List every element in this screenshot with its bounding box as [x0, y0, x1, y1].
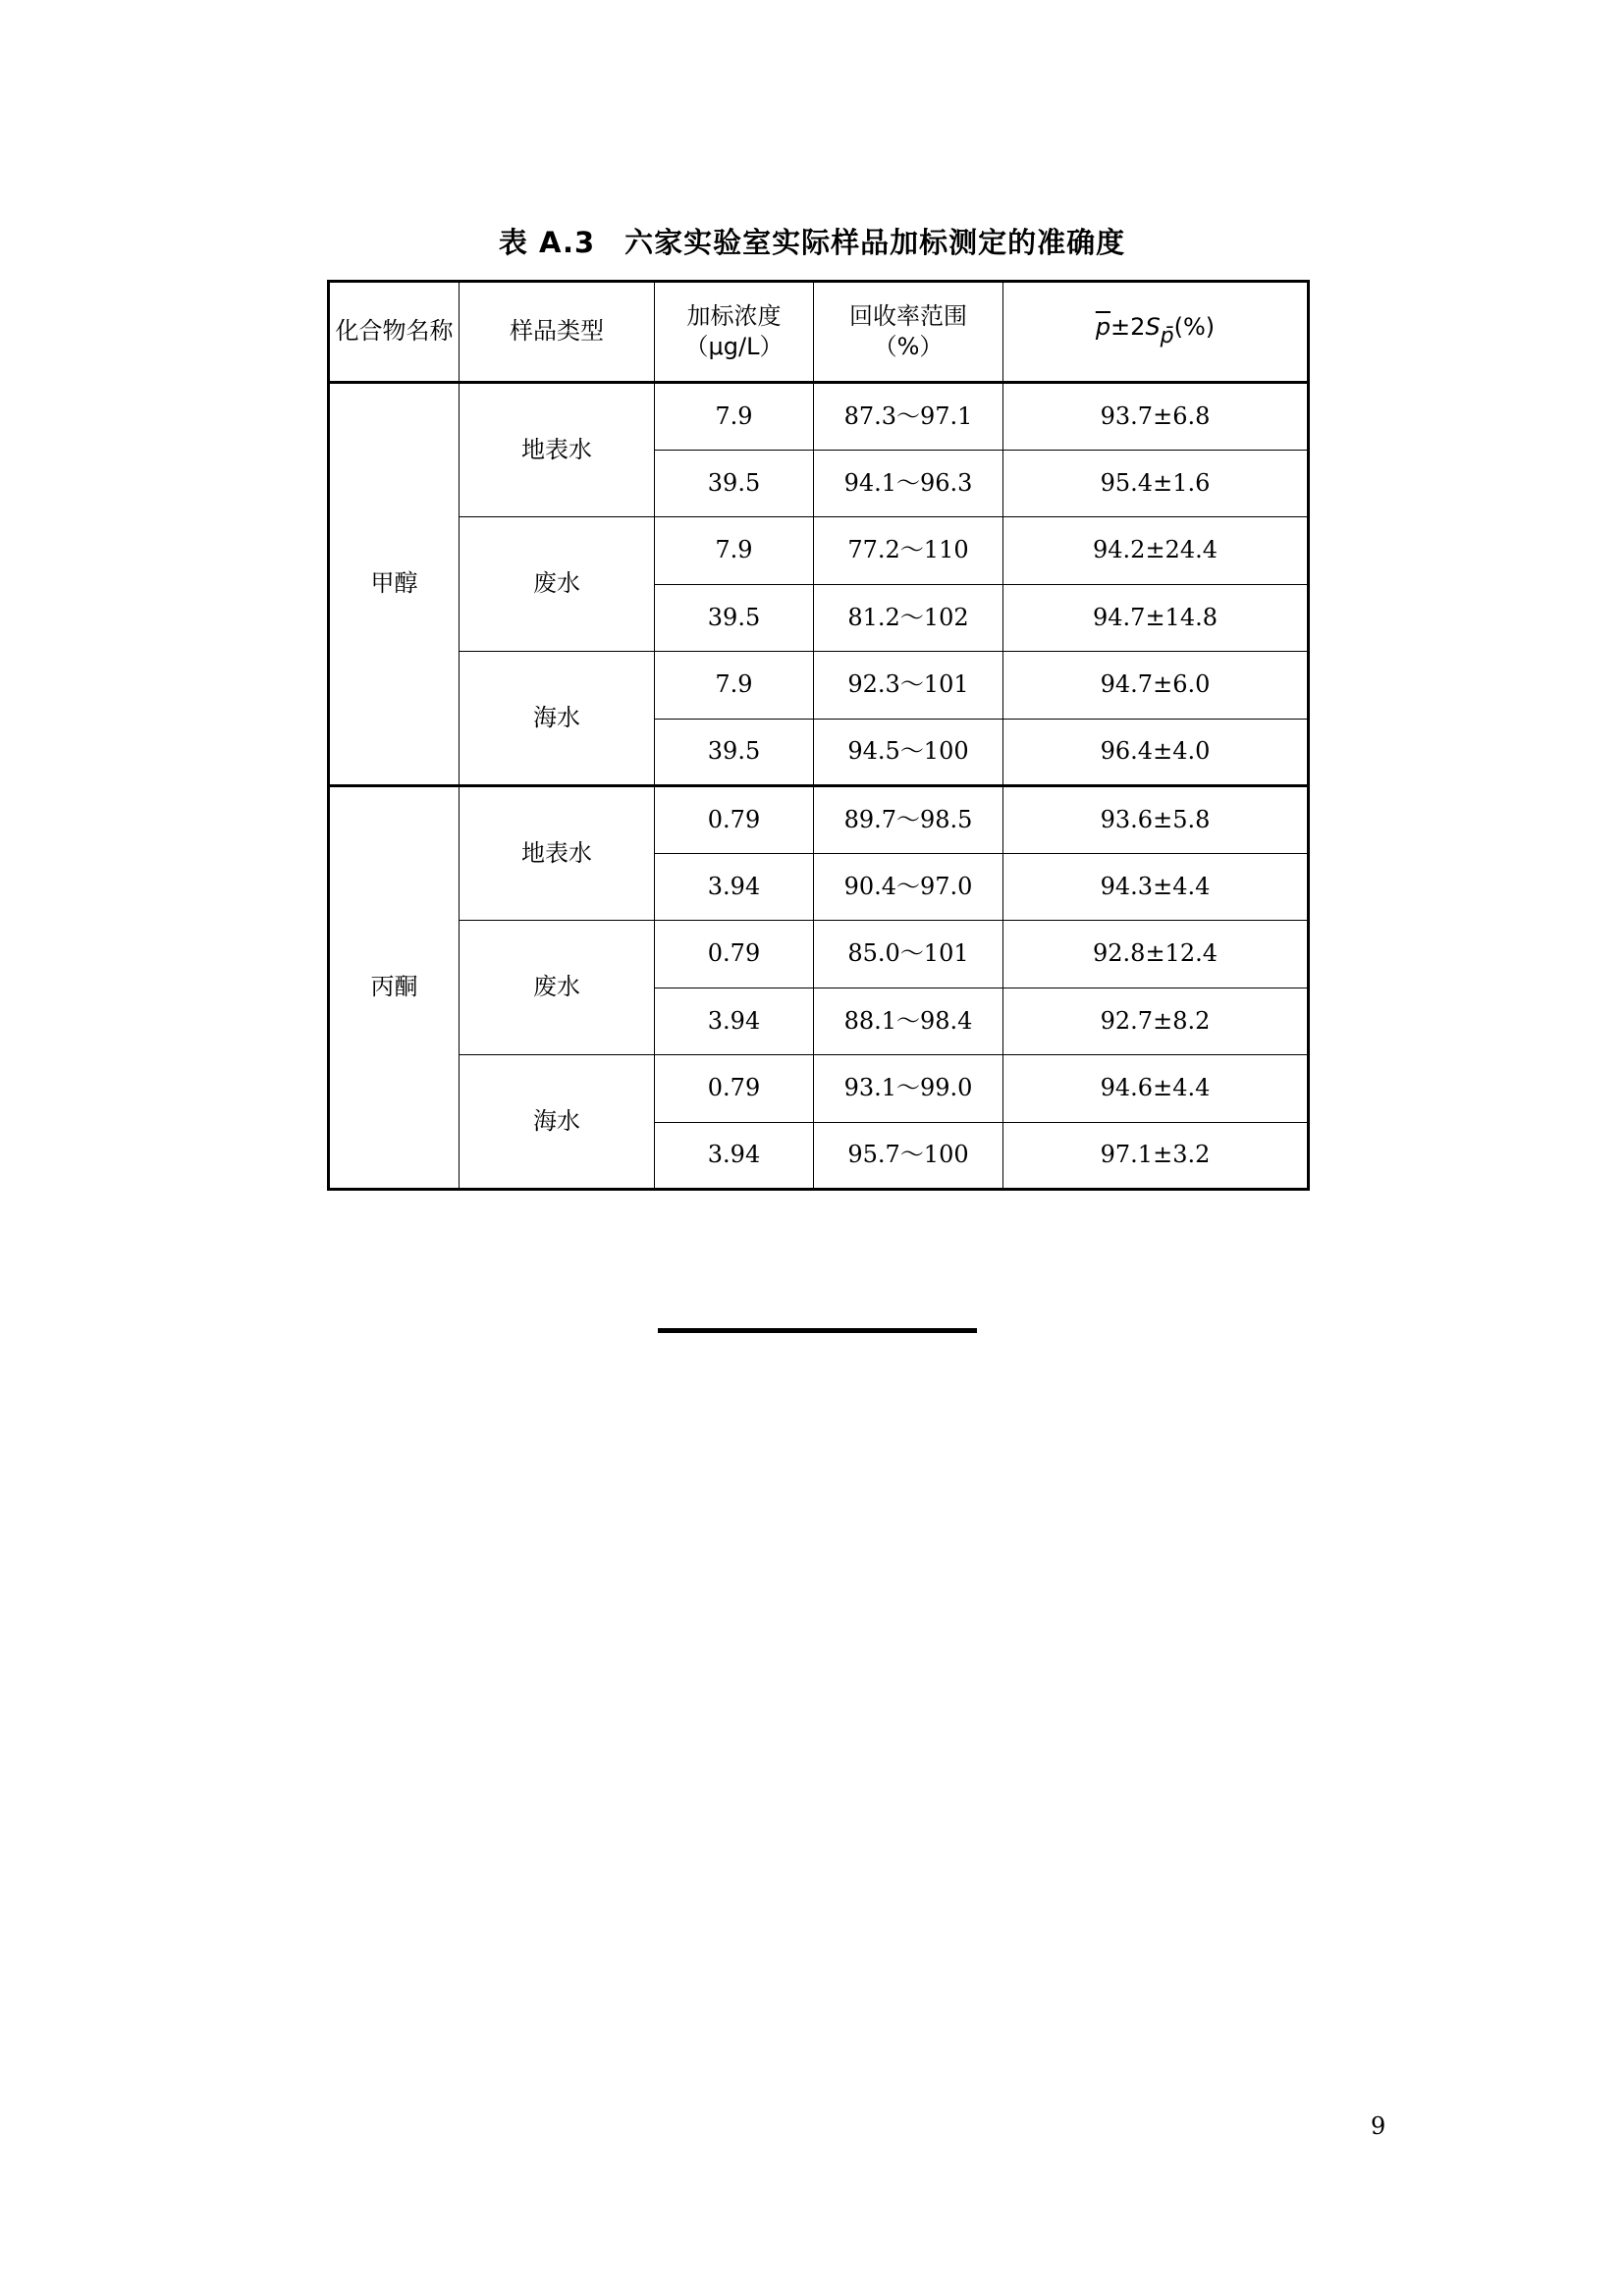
recovery-range-cell: 95.7～100 — [814, 1122, 1003, 1190]
compound-name-cell: 丙酮 — [329, 786, 460, 1190]
recovery-range-cell: 89.7～98.5 — [814, 786, 1003, 854]
spike-conc-cell: 0.79 — [655, 1055, 814, 1123]
mean-recovery-cell: 94.7±14.8 — [1003, 584, 1309, 652]
header-spike-conc-unit: （μg/L） — [684, 333, 784, 360]
recovery-range-cell: 94.1～96.3 — [814, 450, 1003, 517]
spike-conc-cell: 3.94 — [655, 853, 814, 921]
table-row — [329, 786, 1309, 854]
recovery-range-cell: 81.2～102 — [814, 584, 1003, 652]
recovery-range-cell: 88.1～98.4 — [814, 988, 1003, 1055]
end-rule — [658, 1328, 977, 1333]
sample-type-cell: 地表水 — [460, 786, 655, 921]
header-recovery-label: 回收率范围 — [849, 301, 967, 330]
page-number: 9 — [1371, 2112, 1386, 2140]
header-compound: 化合物名称 — [329, 282, 460, 383]
mean-recovery-cell: 93.7±6.8 — [1003, 383, 1309, 451]
formula-p-bar: $\overline{p}$ — [1095, 313, 1111, 342]
table-body — [329, 383, 1309, 1190]
table-row — [329, 383, 1309, 451]
table-row — [329, 921, 1309, 988]
mean-recovery-cell: 92.8±12.4 — [1003, 921, 1309, 988]
spike-conc-cell: 39.5 — [655, 450, 814, 517]
sample-type-cell: 海水 — [460, 1055, 655, 1190]
spike-conc-cell: 39.5 — [655, 584, 814, 652]
formula-s: S — [1145, 313, 1161, 342]
recovery-range-cell: 85.0～101 — [814, 921, 1003, 988]
mean-recovery-cell: 97.1±3.2 — [1003, 1122, 1309, 1190]
recovery-range-cell: 92.3～101 — [814, 652, 1003, 720]
header-sample-type: 样品类型 — [460, 282, 655, 383]
compound-name-cell: 甲醇 — [329, 383, 460, 786]
header-spike-conc-label: 加标浓度 — [686, 301, 782, 330]
mean-recovery-cell: 95.4±1.6 — [1003, 450, 1309, 517]
table-row — [329, 517, 1309, 585]
sample-type-cell: 废水 — [460, 517, 655, 652]
spike-conc-cell: 3.94 — [655, 988, 814, 1055]
formula-subscript: p̄ — [1160, 324, 1174, 349]
recovery-range-cell: 77.2～110 — [814, 517, 1003, 585]
mean-recovery-cell: 96.4±4.0 — [1003, 719, 1309, 786]
spike-conc-cell: 7.9 — [655, 652, 814, 720]
recovery-range-cell: 93.1～99.0 — [814, 1055, 1003, 1123]
recovery-range-cell: 90.4～97.0 — [814, 853, 1003, 921]
table-row — [329, 652, 1309, 720]
mean-recovery-cell: 93.6±5.8 — [1003, 786, 1309, 854]
spike-conc-cell: 3.94 — [655, 1122, 814, 1190]
spike-conc-cell: 0.79 — [655, 921, 814, 988]
mean-recovery-cell: 92.7±8.2 — [1003, 988, 1309, 1055]
formula-percent: (%) — [1173, 313, 1216, 342]
mean-recovery-cell: 94.3±4.4 — [1003, 853, 1309, 921]
table-row — [329, 1055, 1309, 1123]
header-spike-conc — [655, 282, 814, 383]
recovery-range-cell: 94.5～100 — [814, 719, 1003, 786]
accuracy-table — [327, 280, 1310, 1191]
spike-conc-cell: 39.5 — [655, 719, 814, 786]
mean-recovery-cell: 94.7±6.0 — [1003, 652, 1309, 720]
header-recovery-unit: （%） — [873, 333, 944, 360]
sample-type-cell: 地表水 — [460, 383, 655, 517]
sample-type-cell: 废水 — [460, 921, 655, 1055]
spike-conc-cell: 0.79 — [655, 786, 814, 854]
table-header-row — [329, 282, 1309, 383]
spike-conc-cell: 7.9 — [655, 517, 814, 585]
mean-recovery-cell: 94.6±4.4 — [1003, 1055, 1309, 1123]
spike-conc-cell: 7.9 — [655, 383, 814, 451]
table-caption: 表 A.3 六家实验室实际样品加标测定的准确度 — [498, 226, 1126, 259]
recovery-range-cell: 87.3～97.1 — [814, 383, 1003, 451]
header-mean-formula — [1003, 282, 1309, 383]
formula-pm: ±2 — [1110, 313, 1146, 342]
sample-type-cell: 海水 — [460, 652, 655, 786]
header-recovery-range — [814, 282, 1003, 383]
mean-recovery-cell: 94.2±24.4 — [1003, 517, 1309, 585]
